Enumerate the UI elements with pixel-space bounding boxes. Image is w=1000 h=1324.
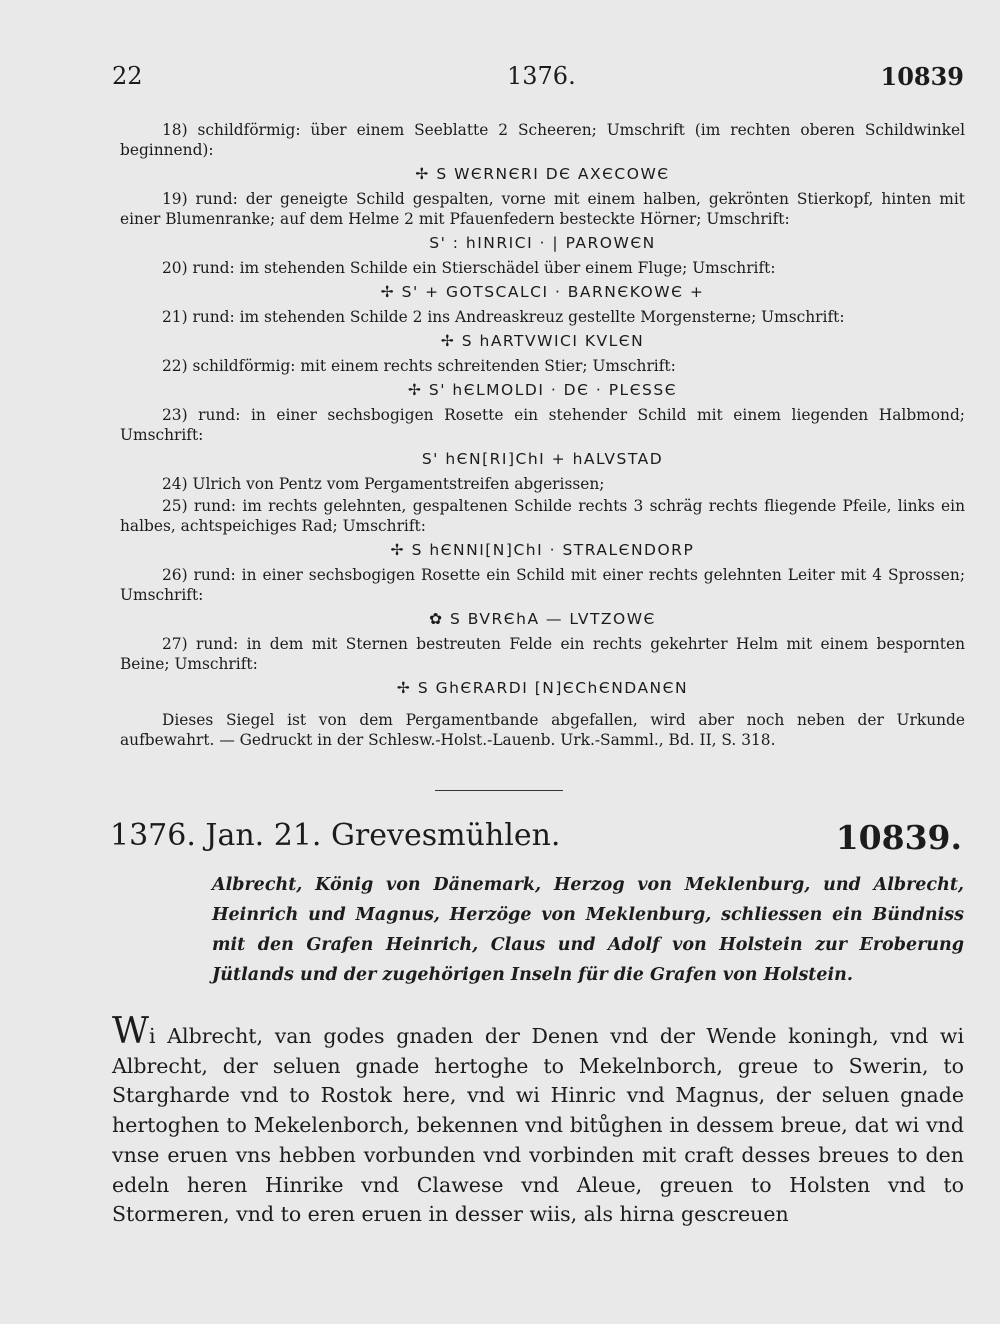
seal-entry [120,189,965,255]
page-number: 22 [112,62,143,90]
seal-description: 22) schildförmig: mit einem rechts schreitenden Stier; Umschrift: [162,357,676,375]
seal-description: 21) rund: im stehenden Schilde 2 ins Andreaskreuz gestellte Morgensterne; Umschrift: [162,308,845,326]
document-text [112,1011,964,1230]
seal-note: Dieses Siegel ist von dem Pergamentbande abgefallen, wird aber noch neben der Urkunde aufbewahrt. — Gedruckt in der Schlesw.-Holst.-Lauenb. Urk.-Samml., Bd. II, S. 318. [120,711,965,749]
seal-inscription: ✢ S hARTVWICI KVLЄN [440,332,645,350]
running-header [112,62,964,96]
seal-inscription: ✢ S GhЄRARDI [N]ЄChЄNDANЄN [396,679,689,697]
seal-description: 23) rund: in einer sechsbogigen Rosette ein stehender Schild mit einem liegenden Halbmond; Umschrift: [120,406,965,444]
seal-list [120,120,965,750]
seal-description: 27) rund: in dem mit Sternen bestreuten Felde ein rechts gekehrter Helm mit einem bespornten Beine; Umschrift: [120,635,965,673]
seal-description: 26) rund: in einer sechsbogigen Rosette ein Schild mit einer rechts gelehnten Leiter mit 4 Sprossen; Umschrift: [120,566,965,604]
document-text-body: i Albrecht, van godes gnaden der Denen vnd der Wende koningh, vnd wi Albrecht, der seluen gnade hertoghe to Mekelnborch, greue to Swerin, to Stargharde vnd to Rostok here, vnd wi Hinric vnd Magnus, der seluen gnade hertoghen to Mekelenborch, bekennen vnd bitůghen in dessem breue, dat wi vnd vnse eruen vns hebben vorbunden vnd vorbinden mit craft desses breues to den edeln heren Hinrike vnd Clawese vnd Aleue, greuen to Holsten vnd to Stormeren, vnd to eren eruen in desser wiis, als hirna gescreuen [112,1024,964,1227]
seal-entry [120,405,965,471]
seal-entry [120,307,965,353]
document-date-place: 1376. Jan. 21. Grevesmühlen. [110,818,561,853]
seal-description: 24) Ulrich von Pentz vom Pergamentstreifen abgerissen; [162,475,605,493]
seal-description: 18) schildförmig: über einem Seeblatte 2 Scheeren; Umschrift (im rechten oberen Schildwinkel beginnend): [120,121,965,159]
document-regest: Albrecht, König von Dänemark, Herzog von Meklenburg, und Albrecht, Heinrich und Magnus, Herzöge von Meklenburg, schliessen ein Bündniss mit den Grafen Heinrich, Claus und Adolf von Holstein zur Eroberung Jütlands und der zugehörigen Inseln für die Grafen von Holstein. [212,875,964,985]
document-number: 10839. [835,818,962,857]
seal-inscription: ✢ S' + GOTSCALCI · BARNЄKOWЄ + [380,283,705,301]
seal-inscription: ✢ S WЄRNЄRI DЄ AXЄCOWЄ [415,165,670,183]
seal-description: 19) rund: der geneigte Schild gespalten, vorne mit einem halben, gekrönten Stierkopf, hinten mit einer Blumenranke; auf dem Helme 2 mit Pfauenfedern besteckte Hörner; Umschrift: [120,190,965,228]
seal-entry [120,496,965,562]
seal-entry [120,565,965,631]
seal-inscription: ✿ S BVRЄhA — LVTZOWЄ [429,610,656,628]
document-heading [110,818,962,858]
seal-description: 20) rund: im stehenden Schilde ein Stierschädel über einem Fluge; Umschrift: [162,259,776,277]
section-divider [435,790,563,791]
seal-inscription: ✢ S hЄNNI[N]ChI · STRALЄNDORP [390,541,695,559]
running-doc-number: 10839 [880,62,964,91]
seal-entry [120,474,965,494]
seal-inscription: S' : hINRICI · | PAROWЄN [429,234,656,252]
seal-entry [120,120,965,186]
seal-entry [120,634,965,700]
seal-entry [120,356,965,402]
seal-inscription: S' hЄN[RI]ChI + hALVSTAD [421,450,664,468]
initial-letter: W [112,1011,150,1052]
seal-entry [120,258,965,304]
seal-inscription: ✢ S' hЄLMOLDI · DЄ · PLЄSSЄ [407,381,678,399]
seal-description: 25) rund: im rechts gelehnten, gespaltenen Schilde rechts 3 schräg rechts fliegende Pfeile, links ein halbes, achtspeichiges Rad; Umschrift: [120,497,965,535]
running-year: 1376. [507,62,576,90]
